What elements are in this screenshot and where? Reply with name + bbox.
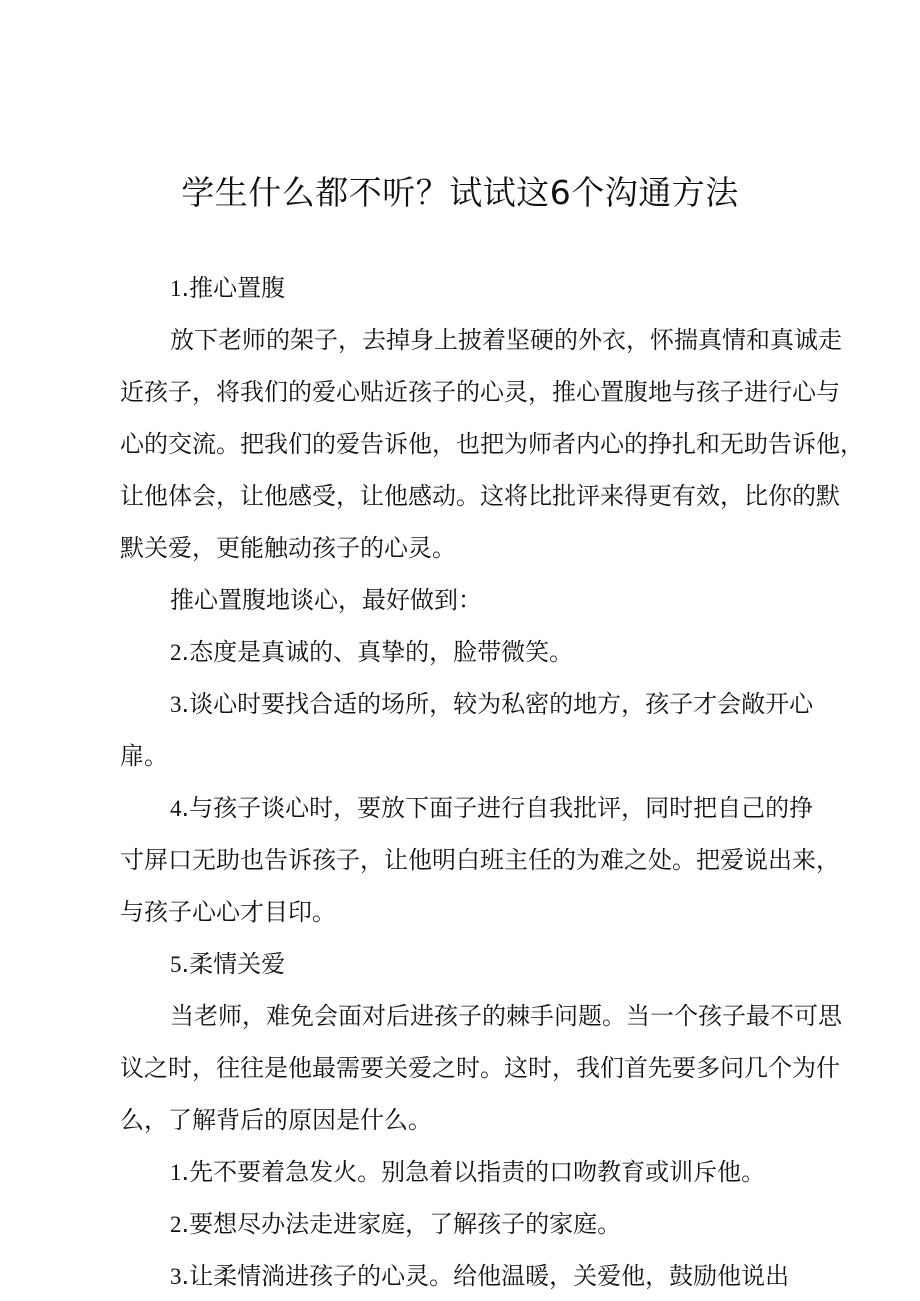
line-text: .谈心时要找合适的场所，较为私密的地方，孩子才会敞开心 xyxy=(181,690,814,718)
line-text: .先不要着急发火。别急着以指责的口吻教育或训斥他。 xyxy=(181,1158,766,1186)
paragraph-line: 议之时，往往是他最需要关爱之时。这时，我们首先要多问几个为什 xyxy=(120,1054,840,1082)
line-text: .态度是真诚的、真挚的，脸带微笑。 xyxy=(181,638,574,666)
list-item xyxy=(120,632,820,672)
line-text: .与孩子谈心时，要放下面子进行自我批评，同时把自己的挣 xyxy=(181,794,814,822)
paragraph-line: 默关爱，更能触动孩子的心灵。 xyxy=(120,534,456,562)
list-number: 5 xyxy=(170,952,182,977)
list-number: 1 xyxy=(170,276,182,301)
document-body xyxy=(120,268,864,1296)
list-number: 3 xyxy=(170,692,182,717)
paragraph-line: 与孩子心心才目印。 xyxy=(120,898,336,926)
list-item-heading xyxy=(120,944,820,984)
list-number: 3 xyxy=(170,1264,182,1289)
paragraph-line: 扉。 xyxy=(120,742,168,770)
list-item xyxy=(120,684,820,724)
list-item xyxy=(120,1204,820,1244)
paragraph-line: 么，了解背后的原因是什么。 xyxy=(120,1106,432,1134)
line-text: .推心置腹 xyxy=(181,274,286,302)
paragraph-line: 近孩子，将我们的爱心贴近孩子的心灵，推心置腹地与孩子进行心与 xyxy=(120,378,840,406)
line-text: .让柔情淌进孩子的心灵。给他温暖，关爱他，鼓励他说出 xyxy=(181,1262,790,1290)
paragraph-line: 寸屏口无助也告诉孩子，让他明白班主任的为难之处。把爱说出来， xyxy=(120,846,840,874)
list-item xyxy=(120,1152,820,1192)
paragraph-line: 放下老师的架子，去掉身上披着坚硬的外衣，怀揣真情和真诚走 xyxy=(170,326,842,354)
list-item-heading xyxy=(120,268,820,308)
list-item xyxy=(120,788,820,828)
line-text: .柔情关爱 xyxy=(181,950,286,978)
list-number: 2 xyxy=(170,640,182,665)
paragraph-line: 当老师，难免会面对后进孩子的棘手问题。当一个孩子最不可思 xyxy=(170,1002,842,1030)
paragraph-line: 心的交流。把我们的爱告诉他，也把为师者内心的挣扎和无助告诉他， xyxy=(120,430,864,458)
paragraph-line: 让他体会，让他感受，让他感动。这将比批评来得更有效，比你的默 xyxy=(120,482,840,510)
list-number: 2 xyxy=(170,1212,182,1237)
document-title: 学生什么都不听？试试这6个沟通方法 xyxy=(181,173,739,212)
list-number: 4 xyxy=(170,796,182,821)
line-text: .要想尽办法走进家庭，了解孩子的家庭。 xyxy=(181,1210,622,1238)
list-item xyxy=(120,1256,820,1296)
list-number: 1 xyxy=(170,1160,182,1185)
paragraph-line: 推心置腹地谈心，最好做到： xyxy=(170,586,482,614)
